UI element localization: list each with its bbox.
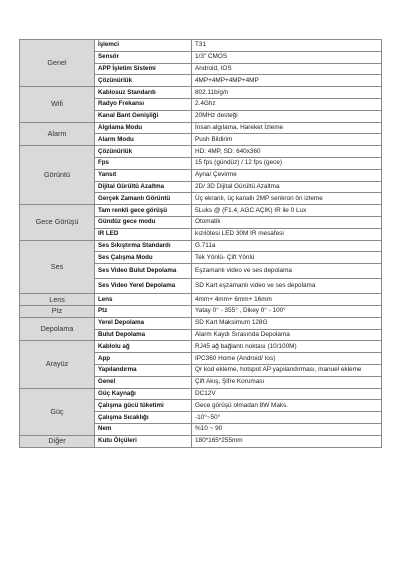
spec-value: SD Kart eşzamanlı video ve ses depolama (192, 279, 382, 294)
spec-label: Yansıt (95, 169, 192, 181)
spec-value: T31 (192, 40, 382, 52)
spec-label: Gerçek Zamanlı Görüntü (95, 193, 192, 205)
spec-value: 2D/ 3D Dijital Gürültü Azaltma (192, 181, 382, 193)
spec-value: IPC360 Home (Android/ Ios) (192, 353, 382, 365)
spec-value: Qr kod ekleme, hotspot AP yapılandırması, manuel ekleme (192, 364, 382, 376)
spec-value: Alarm Kaydı Sırasında Depolama (192, 329, 382, 341)
spec-row (20, 146, 382, 158)
category-cell: Gece Görüşü (20, 205, 95, 240)
spec-label: Çözünürlük (95, 146, 192, 158)
category-cell: Genel (20, 40, 95, 87)
spec-label: Güç Kaynağı (95, 388, 192, 400)
spec-label: Ses Çalışma Modu (95, 252, 192, 264)
spec-value: Push Bildirim (192, 134, 382, 146)
spec-value: -10°~50° (192, 412, 382, 424)
spec-value: 20MHz desteği (192, 110, 382, 122)
spec-row (20, 341, 382, 353)
spec-label: Algılama Modu (95, 122, 192, 134)
spec-value: İnsan algılama, Hareket İzleme (192, 122, 382, 134)
spec-value: G.711a (192, 240, 382, 252)
spec-value: Üç ekranlı, üç kanallı 2MP senkron ön izleme (192, 193, 382, 205)
spec-value: Tek Yönlü- Çift Yönlü (192, 252, 382, 264)
spec-label: Tam renkli gece görüşü (95, 205, 192, 217)
spec-label: Ses Video Bulut Depolama (95, 264, 192, 279)
category-cell: Alarm (20, 122, 95, 146)
spec-label: Radyo Frekansı (95, 98, 192, 110)
spec-label: Kablosuz Standardı (95, 87, 192, 99)
spec-label: Ses Sıkıştırma Standardı (95, 240, 192, 252)
spec-label: Kanal Bant Genişliği (95, 110, 192, 122)
spec-label: Ses Video Yerel Depolama (95, 279, 192, 294)
spec-value: 4mm+ 4mm+ 6mm+ 16mm (192, 294, 382, 306)
category-cell: Arayüz (20, 341, 95, 388)
spec-label: Alarm Modu (95, 134, 192, 146)
spec-label: Genel (95, 376, 192, 388)
spec-label: Lens (95, 294, 192, 306)
spec-row (20, 388, 382, 400)
spec-label: App (95, 353, 192, 365)
spec-label: Sensör (95, 51, 192, 63)
spec-row (20, 305, 382, 317)
spec-value: 1/3" CMOS (192, 51, 382, 63)
spec-label: IR LED (95, 228, 192, 240)
spec-label: Çalışma Sıcaklığı (95, 412, 192, 424)
spec-label: Fps (95, 157, 192, 169)
category-cell: Ptz (20, 305, 95, 317)
category-cell: Ses (20, 240, 95, 294)
spec-row (20, 435, 382, 447)
spec-row (20, 294, 382, 306)
spec-label: Ptz (95, 305, 192, 317)
spec-label: Çözünürlük (95, 75, 192, 87)
spec-label: İşlemci (95, 40, 192, 52)
spec-label: Nem (95, 423, 192, 435)
category-cell: Lens (20, 294, 95, 306)
category-cell: Görüntü (20, 146, 95, 205)
spec-row (20, 40, 382, 52)
spec-row (20, 317, 382, 329)
spec-value: 802.11b/g/n (192, 87, 382, 99)
spec-value: RJ45 ağ bağlantı noktası (10/100M) (192, 341, 382, 353)
spec-label: Kablolu ağ (95, 341, 192, 353)
spec-value: HD: 4MP, SD: 640x360 (192, 146, 382, 158)
spec-table-body (20, 40, 382, 448)
spec-label: Yerel Depolama (95, 317, 192, 329)
spec-table (19, 39, 382, 448)
spec-value: Otomatik (192, 216, 382, 228)
spec-value: 180*165*255mm (192, 435, 382, 447)
spec-value: %10 ~ 90 (192, 423, 382, 435)
spec-value: Android, IOS (192, 63, 382, 75)
category-cell: Diğer (20, 435, 95, 447)
spec-value: Gece görüşü olmadan 8W Maks. (192, 400, 382, 412)
spec-label: Gündüz gece modu (95, 216, 192, 228)
spec-label: Çalışma gücü tüketimi (95, 400, 192, 412)
spec-value: 5Luks @ (F1.4, AGC AÇIK) IR ile 0 Lux (192, 205, 382, 217)
spec-label: Dijital Gürültü Azaltma (95, 181, 192, 193)
category-cell: Wifi (20, 87, 95, 122)
spec-value: Yatay 0° - 355° , Dikey 0° - 100° (192, 305, 382, 317)
spec-row (20, 205, 382, 217)
spec-value: kızılötesi LED 30M IR mesafesi (192, 228, 382, 240)
spec-row (20, 122, 382, 134)
spec-value: 2.4Ghz (192, 98, 382, 110)
spec-value: Ayna/ Çevirme (192, 169, 382, 181)
spec-label: Kutu Ölçüleri (95, 435, 192, 447)
spec-value: DC12V (192, 388, 382, 400)
spec-row (20, 87, 382, 99)
spec-value: Eşzamanlı video ve ses depolama (192, 264, 382, 279)
spec-row (20, 240, 382, 252)
spec-label: Bulut Depolama (95, 329, 192, 341)
spec-label: Yapılandırma (95, 364, 192, 376)
spec-value: Çift Akış, Şifre Koruması (192, 376, 382, 388)
category-cell: Depolama (20, 317, 95, 341)
spec-value: SD Kart Maksimum 128G (192, 317, 382, 329)
spec-value: 4MP+4MP+4MP+4MP (192, 75, 382, 87)
category-cell: Güç (20, 388, 95, 435)
spec-value: 15 fps (gündüz) / 12 fps (gece) (192, 157, 382, 169)
spec-label: APP İşletim Sistemi (95, 63, 192, 75)
